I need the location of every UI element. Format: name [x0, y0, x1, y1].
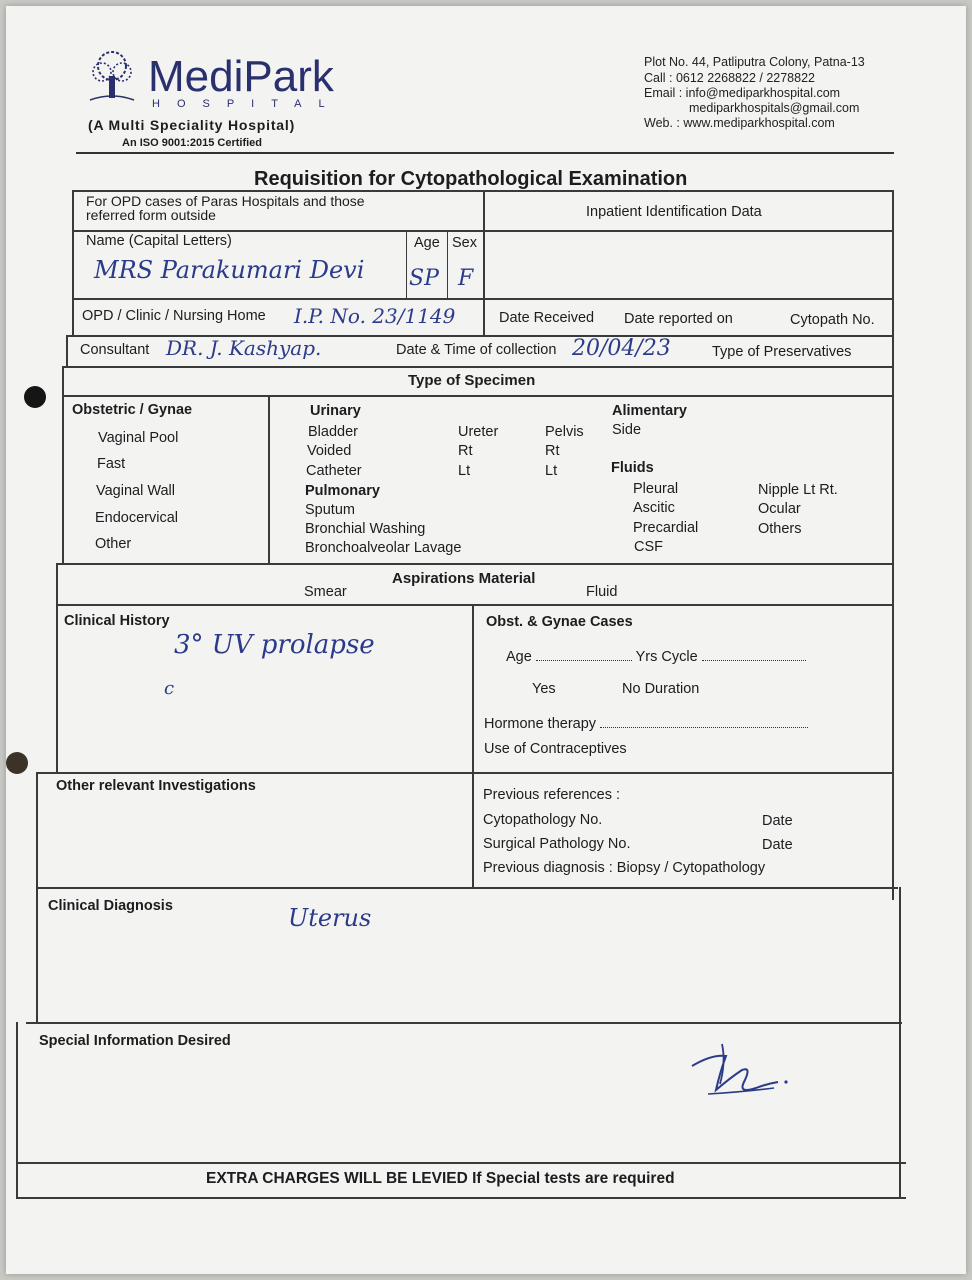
option-bladder[interactable]: Bladder [308, 424, 358, 440]
previous-diagnosis-label: Previous diagnosis : Biopsy / Cytopathology [483, 860, 766, 876]
ip-number-field[interactable]: I.P. No. 23/1149 [294, 304, 456, 328]
option-ureter-lt[interactable]: Lt [458, 463, 471, 479]
rule [62, 395, 894, 397]
consultant-field[interactable]: DR. J. Kashyap. [166, 336, 322, 360]
opd-note-line2: referred form outside [86, 207, 216, 223]
email-secondary: mediparkhospitals@gmail.com [689, 101, 860, 115]
option-side[interactable]: Side [612, 422, 642, 438]
option-ureter[interactable]: Ureter [458, 424, 499, 440]
name-label: Name (Capital Letters) [86, 233, 232, 249]
rule [36, 887, 898, 889]
date-received-label: Date Received [499, 310, 595, 326]
obst-gynae-heading: Obst. & Gynae Cases [486, 614, 633, 630]
option-pelvis[interactable]: Pelvis [545, 424, 584, 440]
collection-date-field[interactable]: 20/04/23 [572, 336, 671, 361]
obst-age-field[interactable] [536, 660, 632, 661]
rule [36, 772, 38, 1024]
rule [16, 1162, 906, 1164]
opd-note [86, 194, 365, 222]
form-title: Requisition for Cytopathological Examination [254, 168, 688, 190]
option-smear[interactable]: Smear [304, 584, 347, 600]
hormone-field[interactable] [600, 727, 808, 728]
option-pelvis-lt[interactable]: Lt [545, 463, 558, 479]
option-csf[interactable]: CSF [634, 539, 663, 555]
patient-name-field[interactable]: MRS Parakumari Devi [94, 256, 365, 284]
opd-label: OPD / Clinic / Nursing Home [82, 308, 266, 324]
sex-field[interactable]: F [458, 266, 474, 291]
cytopathology-no-label: Cytopathology No. [483, 812, 603, 828]
clinical-history-label: Clinical History [64, 613, 170, 629]
rule [56, 604, 894, 606]
option-nipple[interactable]: Nipple Lt Rt. [758, 482, 838, 498]
rule [447, 230, 448, 298]
hospital-logo-icon [84, 48, 140, 106]
clinical-history-field-line2[interactable]: c [164, 678, 175, 699]
certification: An ISO 9001:2015 Certified [122, 137, 263, 149]
website: Web. : www.mediparkhospital.com [644, 116, 835, 130]
phone: Call : 0612 2268822 / 2278822 [644, 71, 815, 85]
rule [16, 1022, 18, 1199]
rule [406, 230, 407, 298]
option-bronchial-washing[interactable]: Bronchial Washing [305, 521, 426, 537]
option-others[interactable]: Others [758, 521, 802, 537]
option-bronchoalveolar-lavage[interactable]: Bronchoalveolar Lavage [305, 540, 462, 556]
yrs-cycle-label: Yrs Cycle [635, 649, 698, 665]
alimentary-heading: Alimentary [612, 403, 687, 419]
date-reported-label: Date reported on [624, 311, 733, 327]
rule [62, 366, 64, 564]
rule [64, 366, 894, 368]
specimen-heading: Type of Specimen [408, 372, 536, 389]
tagline: (A Multi Speciality Hospital) [88, 117, 296, 133]
obst-age-label: Age [506, 649, 532, 665]
fluids-heading: Fluids [611, 460, 654, 476]
option-voided[interactable]: Voided [307, 443, 352, 459]
special-info-label: Special Information Desired [39, 1033, 231, 1049]
rule [36, 772, 894, 774]
rule [72, 190, 74, 336]
cytopath-no-label: Cytopath No. [790, 312, 875, 328]
option-no-duration[interactable]: No Duration [622, 681, 700, 697]
punch-hole-top [24, 386, 46, 408]
header-divider [76, 152, 894, 154]
option-yes[interactable]: Yes [532, 681, 556, 697]
option-precardial[interactable]: Precardial [633, 520, 699, 536]
option-ureter-rt[interactable]: Rt [458, 443, 473, 459]
rule [16, 1197, 906, 1199]
option-pelvis-rt[interactable]: Rt [545, 443, 560, 459]
rule [899, 887, 901, 1199]
option-catheter[interactable]: Catheter [306, 463, 362, 479]
option-vaginal-pool[interactable]: Vaginal Pool [98, 430, 179, 446]
clinical-diagnosis-field[interactable]: Uterus [288, 904, 372, 932]
email: Email : info@mediparkhospital.com [644, 86, 841, 100]
contraceptives-label[interactable]: Use of Contraceptives [484, 741, 627, 757]
brand-name: MediPark [148, 52, 334, 101]
rule [472, 604, 474, 888]
other-investigations-label: Other relevant Investigations [56, 778, 256, 794]
rule [66, 335, 68, 367]
option-ocular[interactable]: Ocular [758, 501, 801, 517]
preservatives-label: Type of Preservatives [712, 344, 852, 360]
address: Plot No. 44, Patliputra Colony, Patna-13 [644, 55, 865, 69]
option-fluid[interactable]: Fluid [586, 584, 618, 600]
option-ascitic[interactable]: Ascitic [633, 500, 675, 516]
cytopathology-date-label: Date [762, 813, 793, 829]
signature-icon [682, 1032, 802, 1102]
age-label: Age [414, 235, 440, 251]
clinical-diagnosis-label: Clinical Diagnosis [48, 898, 173, 914]
opd-note-line1: For OPD cases of Paras Hospitals and those [86, 193, 365, 209]
hormone-label: Hormone therapy [484, 716, 597, 732]
option-pleural[interactable]: Pleural [633, 481, 679, 497]
surgical-pathology-label: Surgical Pathology No. [483, 836, 631, 852]
rule [268, 395, 270, 563]
hormone-row [484, 716, 808, 732]
urinary-heading: Urinary [310, 403, 361, 419]
brand-subtitle: HOSPITAL [152, 98, 342, 110]
consultant-label: Consultant [80, 342, 150, 358]
punch-hole-bottom [6, 752, 28, 774]
age-cycle-row [506, 649, 806, 665]
rule [483, 190, 485, 336]
option-other[interactable]: Other [95, 536, 132, 552]
aspirations-heading: Aspirations Material [392, 570, 536, 587]
rule [56, 563, 894, 565]
form-sheet [6, 6, 966, 1274]
collection-label: Date & Time of collection [396, 342, 557, 358]
rule [56, 563, 58, 773]
option-fast[interactable]: Fast [97, 456, 126, 472]
cycle-field[interactable] [702, 660, 806, 661]
option-sputum[interactable]: Sputum [305, 502, 355, 518]
age-field[interactable]: SP [409, 266, 439, 291]
inpatient-label: Inpatient Identification Data [586, 204, 762, 220]
option-vaginal-wall[interactable]: Vaginal Wall [96, 483, 175, 499]
sex-label: Sex [452, 235, 477, 251]
surgical-date-label: Date [762, 837, 793, 853]
obstetric-heading: Obstetric / Gynae [72, 402, 193, 418]
footer-notice: EXTRA CHARGES WILL BE LEVIED If Special tests are required [206, 1170, 675, 1187]
rule [892, 190, 894, 900]
option-endocervical[interactable]: Endocervical [95, 510, 179, 526]
previous-references-label: Previous references : [483, 787, 621, 803]
pulmonary-heading: Pulmonary [305, 483, 380, 499]
clinical-history-field[interactable]: 3° UV prolapse [174, 630, 375, 660]
rule [26, 1022, 902, 1024]
